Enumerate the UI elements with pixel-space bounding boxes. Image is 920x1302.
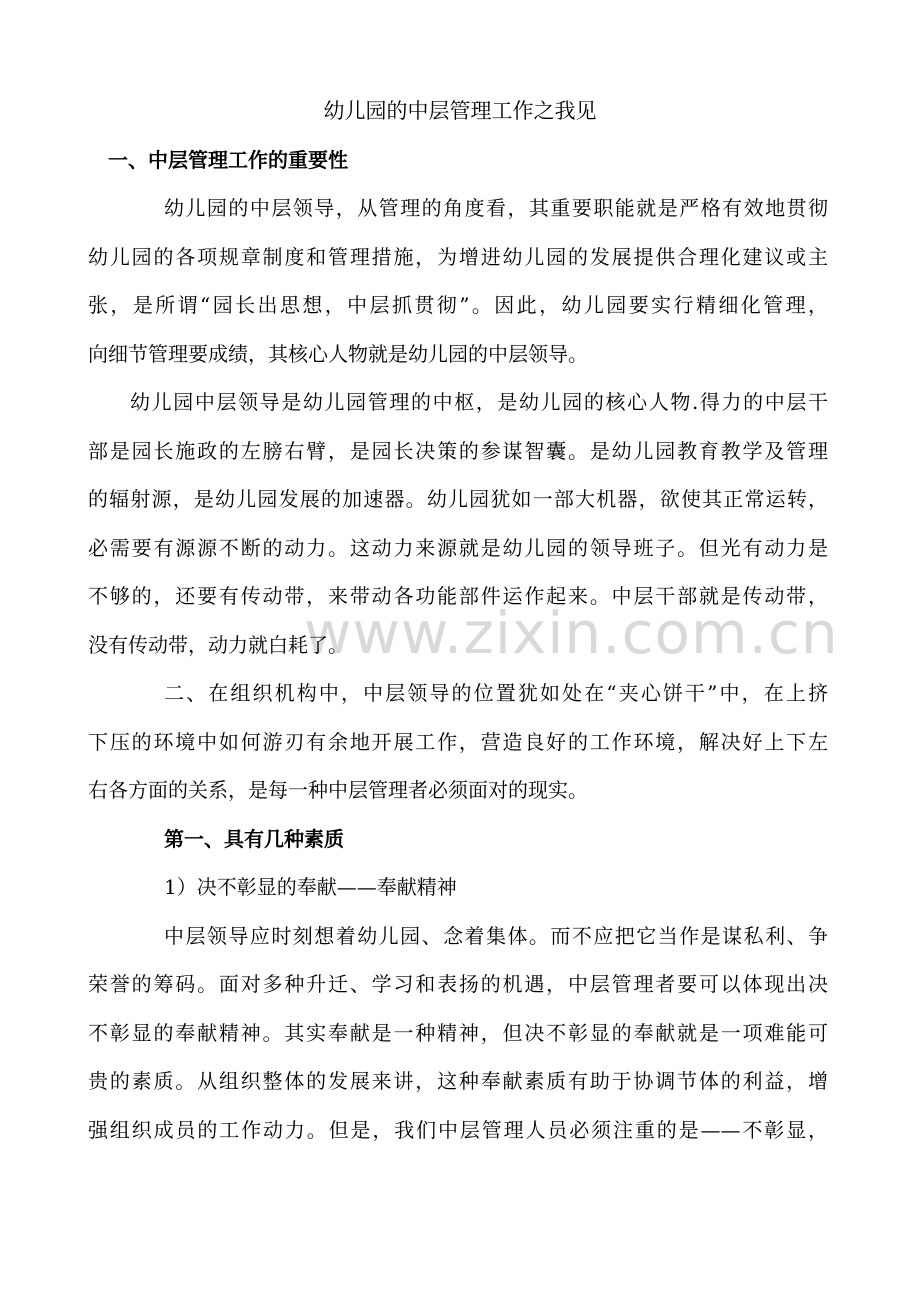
paragraph-line: 荣誉的筹码。面对多种升迁、学习和表扬的机遇，中层管理者要可以体现出决: [88, 972, 828, 996]
list-item-dedication: 1）决不彰显的奉献——奉献精神: [164, 875, 457, 899]
paragraph-line: 幼儿园中层领导是幼儿园管理的中枢，是幼儿园的核心人物.得力的中层干: [130, 390, 828, 414]
paragraph-line: 向细节管理要成绩，其核心人物就是幼儿园的中层领导。: [88, 342, 588, 366]
paragraph-line: 下压的环境中如何游刃有余地开展工作，营造良好的工作环境，解决好上下左: [88, 730, 828, 754]
paragraph-line: 部是园长施政的左膀右臂，是园长决策的参谋智囊。是幼儿园教育教学及管理: [88, 439, 828, 463]
page-title: 幼儿园的中层管理工作之我见: [323, 99, 597, 123]
paragraph-line: 的辐射源，是幼儿园发展的加速器。幼儿园犹如一部大机器，欲使其正常运转，: [88, 487, 828, 511]
paragraph-line: 二、在组织机构中，中层领导的位置犹如处在“夹心饼干”中，在上挤: [164, 681, 828, 705]
paragraph-line: 不够的，还要有传动带，来带动各功能部件运作起来。中层干部就是传动带，: [88, 584, 828, 608]
paragraph-line: 幼儿园的中层领导，从管理的角度看，其重要职能就是严格有效地贯彻: [164, 196, 828, 220]
paragraph-line: 张，是所谓“园长出思想，中层抓贯彻”。因此，幼儿园要实行精细化管理，: [88, 293, 828, 317]
paragraph-line: 强组织成员的工作动力。但是，我们中层管理人员必须注重的是——不彰显，: [88, 1118, 828, 1142]
section-heading-importance: 一、中层管理工作的重要性: [108, 148, 348, 172]
watermark: www.zixin.com.cn: [304, 599, 839, 667]
paragraph-line: 必需要有源源不断的动力。这动力来源就是幼儿园的领导班子。但光有动力是: [88, 536, 828, 560]
paragraph-line: 右各方面的关系，是每一种中层管理者必须面对的现实。: [88, 778, 588, 802]
subheading-qualities: 第一、具有几种素质: [164, 827, 344, 851]
paragraph-line: 不彰显的奉献精神。其实奉献是一种精神，但决不彰显的奉献就是一项难能可: [88, 1021, 828, 1045]
paragraph-line: 幼儿园的各项规章制度和管理措施，为增进幼儿园的发展提供合理化建议或主: [88, 245, 828, 269]
paragraph-line: 贵的素质。从组织整体的发展来讲，这种奉献素质有助于协调节体的利益，增: [88, 1069, 828, 1093]
paragraph-line: 中层领导应时刻想着幼儿园、念着集体。而不应把它当作是谋私利、争: [164, 924, 828, 948]
paragraph-line: 没有传动带，动力就白耗了。: [88, 633, 348, 657]
